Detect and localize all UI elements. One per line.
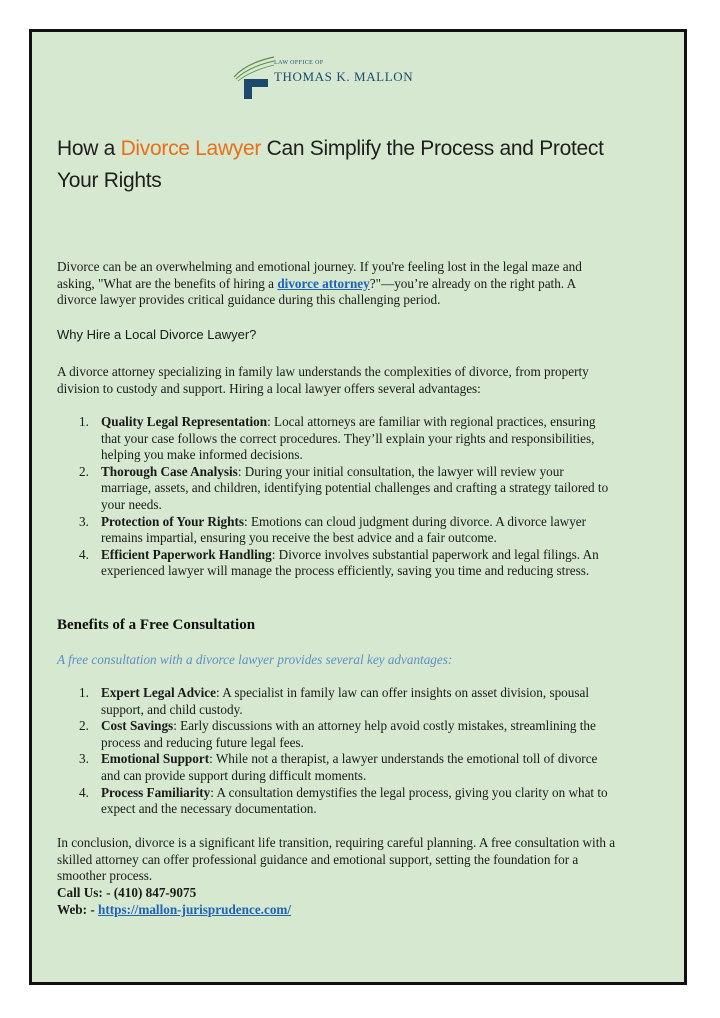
list-item-title: Emotional Support — [101, 751, 210, 767]
intro-paragraph — [57, 259, 617, 309]
list-item — [57, 514, 617, 547]
title-part-2: Can Simplify the Process and Protect Your Rights — [57, 137, 604, 192]
list-number: 2. — [79, 718, 89, 734]
list-item-text: : While not a therapist, a lawyer understands the emotional toll of divorce and can provide support during difficult moments. — [101, 751, 598, 783]
logo-subtitle: LAW OFFICE OF — [274, 60, 324, 66]
section2-subtitle: A free consultation with a divorce lawyer provides several key advantages: — [57, 652, 453, 667]
list-item — [57, 685, 617, 718]
list-item — [57, 464, 617, 514]
list-item-text: : Divorce involves substantial paperwork and legal filings. An experienced lawyer will manage the process efficiently, saving you time and reducing stress. — [101, 546, 599, 579]
title-highlight: Divorce Lawyer — [120, 137, 262, 160]
list-item-text: : Early discussions with an attorney help avoid costly mistakes, streamlining the process and reducing future legal fees. — [101, 718, 596, 750]
list-item-text: : Local attorneys are familiar with regional practices, ensuring that your case follows the correct procedures. They’ll explain your rights and responsibilities, helping you make informed decisions. — [101, 414, 596, 463]
web-label: Web: - — [57, 902, 99, 917]
page-title — [57, 133, 617, 197]
list-item-title: Process Familiarity — [101, 784, 211, 800]
logo-firm-name: THOMAS K. MALLON — [274, 69, 414, 84]
list-item-title: Protection of Your Rights — [101, 513, 244, 529]
logo-mark-icon — [230, 55, 274, 101]
section1-text: A divorce attorney specializing in family law understands the complexities of divorce, from property division to custody and support. Hiring a local lawyer offers several advantages: — [57, 364, 589, 396]
section1-heading: Why Hire a Local Divorce Lawyer? — [57, 327, 257, 342]
list-item-text: : A specialist in family law can offer insights on asset division, spousal support, and child custody. — [101, 685, 590, 717]
list-item-text: : A consultation demystifies the legal process, giving you clarity on what to expect and the necessary documentation. — [101, 784, 608, 817]
list-item — [57, 547, 617, 580]
section1-list — [57, 414, 617, 580]
section2-heading: Benefits of a Free Consultation — [57, 617, 256, 633]
list-number: 4. — [79, 546, 89, 562]
conclusion-paragraph: In conclusion, divorce is a significant life transition, requiring careful planning. A free consultation with a skilled attorney can offer professional guidance and emotional support, setting the foundation for a smoother process. — [57, 835, 616, 884]
list-number: 2. — [79, 463, 89, 479]
list-item-title: Cost Savings — [101, 718, 174, 734]
section2-list — [57, 685, 617, 818]
list-item — [57, 785, 617, 818]
list-item-title: Thorough Case Analysis — [101, 463, 238, 479]
list-number: 4. — [79, 784, 89, 800]
list-number: 1. — [79, 685, 89, 700]
call-us-line: Call Us: - (410) 847-9075 — [57, 885, 197, 900]
list-number: 3. — [79, 751, 89, 767]
web-line — [57, 902, 617, 919]
list-item-text: : During your initial consultation, the lawyer will review your marriage, assets, and children, identifying potential challenges and crafting a strategy tailored to your needs. — [101, 463, 609, 512]
title-part-1: How a — [57, 137, 121, 160]
divorce-attorney-link[interactable]: divorce attorney — [277, 275, 370, 291]
list-item-title: Efficient Paperwork Handling — [101, 546, 272, 562]
intro-before: Divorce can be an overwhelming and emotional journey. If you're feeling lost in the legal maze and asking, "What are the benefits of hiring a — [57, 259, 582, 291]
list-item — [57, 414, 617, 464]
list-item-title: Quality Legal Representation — [101, 414, 268, 429]
list-item-text: : Emotions can cloud judgment during divorce. A divorce lawyer remains impartial, ensuring you receive the best advice and a fair outcome. — [101, 513, 587, 546]
list-number: 1. — [79, 414, 89, 429]
list-item-title: Expert Legal Advice — [101, 685, 217, 700]
intro-after: ?"—you’re already on the right path. A divorce lawyer provides critical guidance during this challenging period. — [57, 275, 576, 308]
list-item — [57, 718, 617, 751]
website-link[interactable]: https://mallon-jurisprudence.com/ — [98, 902, 292, 917]
law-office-logo — [230, 55, 430, 103]
list-number: 3. — [79, 513, 89, 529]
list-item — [57, 751, 617, 784]
